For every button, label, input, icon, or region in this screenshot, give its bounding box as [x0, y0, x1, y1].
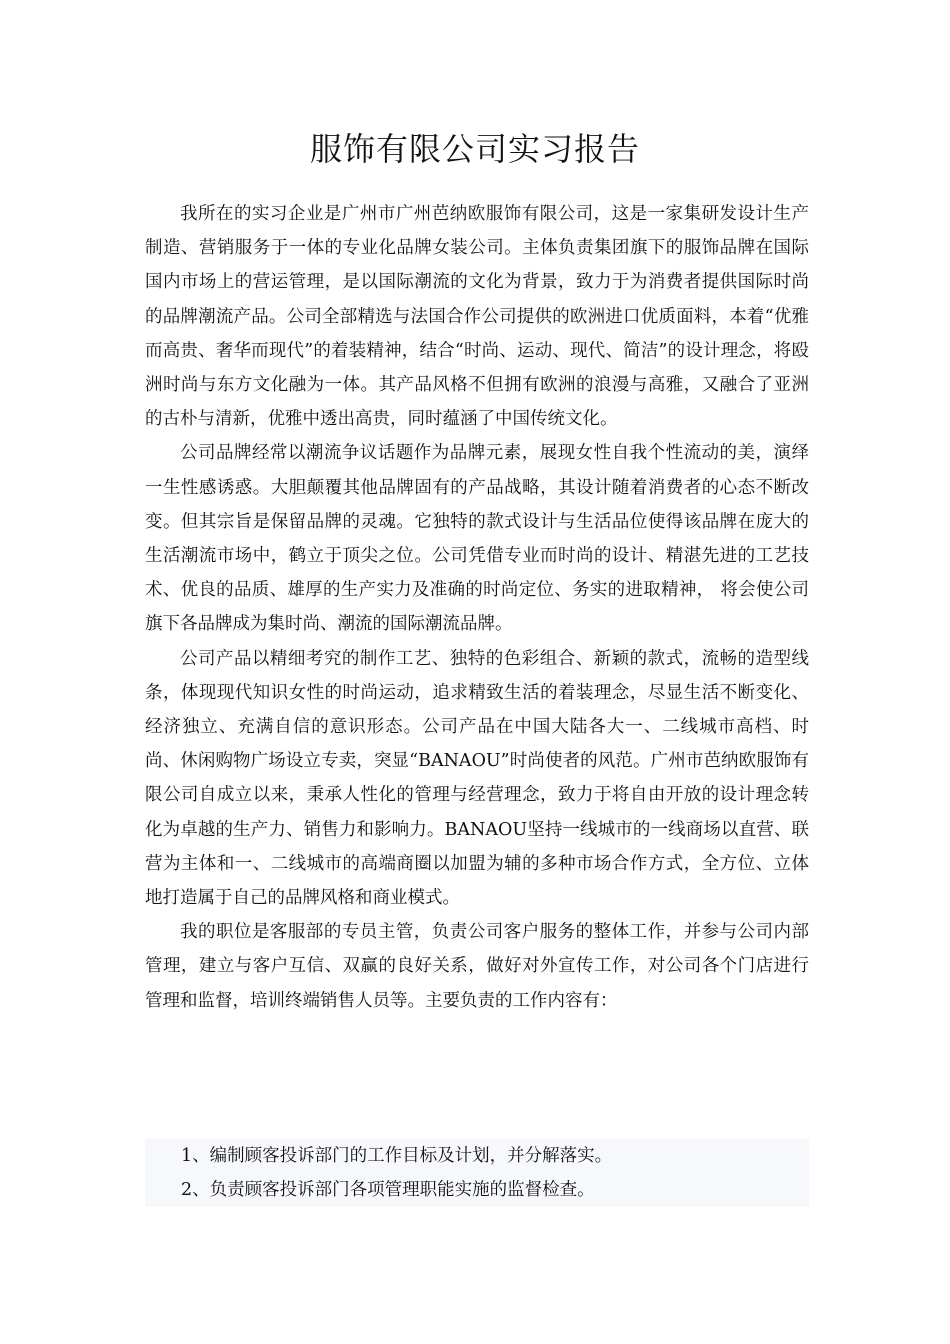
document-body [145, 197, 809, 1018]
paragraph-position: 我的职位是客服部的专员主管，负责公司客户服务的整体工作，并参与公司内部管理，建立与客户互信、双赢的良好关系，做好对外宣传工作，对公司各个门店进行管理和监督，培训终端销售人员等。主要负责的工作内容有： [145, 922, 809, 1011]
document-title: 服饰有限公司实习报告 [309, 130, 640, 168]
paragraph-products: 公司产品以精细考究的制作工艺、独特的色彩组合、新颖的款式，流畅的造型线条，体现现代知识女性的时尚运动，追求精致生活的着装理念，尽显生活不断变化、经济独立、充满自信的意识形态。公司产品在中国大陆各大一、二线城市高档、时尚、休闲购物广场设立专卖，突显“BANAOU”时尚使者的风范。广州市芭纳欧服饰有限公司自成立以来，秉承人性化的管理与经营理念，致力于将自由开放的设计理念转化为卓越的生产力、销售力和影响力。BANAOU坚持一线城市的一线商场以直营、联营为主体和一、二线城市的高端商圈以加盟为辅的多种市场合作方式，全方位、立体地打造属于自己的品牌风格和商业模式。 [145, 648, 809, 909]
duty-list [145, 1139, 809, 1207]
paragraph-brand: 公司品牌经常以潮流争议话题作为品牌元素，展现女性自我个性流动的美，演绎一生性感诱惑。大胆颠覆其他品牌固有的产品战略，其设计随着消费者的心态不断改变。但其宗旨是保留品牌的灵魂。它独特的款式设计与生活品位使得该品牌在庞大的生活潮流市场中，鹤立于顶尖之位。公司凭借专业而时尚的设计、精湛先进的工艺技术、优良的品质、雄厚的生产实力及准确的时尚定位、务实的进取精神， 将会使公司旗下各品牌成为集时尚、潮流的国际潮流品牌。 [145, 443, 809, 635]
list-item: 2、负责顾客投诉部门各项管理职能实施的监督检查。 [145, 1173, 809, 1207]
list-item: 1、编制顾客投诉部门的工作目标及计划，并分解落实。 [145, 1139, 809, 1173]
paragraph-company-intro: 我所在的实习企业是广州市广州芭纳欧服饰有限公司，这是一家集研发设计生产制造、营销服务于一体的专业化品牌女装公司。主体负责集团旗下的服饰品牌在国际国内市场上的营运管理，是以国际潮流的文化为背景，致力于为消费者提供国际时尚的品牌潮流产品。公司全部精选与法国合作公司提供的欧洲进口优质面料，本着“优雅而高贵、奢华而现代”的着装精神，结合“时尚、运动、现代、简洁”的设计理念，将殴洲时尚与东方文化融为一体。其产品风格不但拥有欧洲的浪漫与高雅，又融合了亚洲的古朴与清新，优雅中透出高贵，同时蕴涵了中国传统文化。 [145, 204, 809, 430]
